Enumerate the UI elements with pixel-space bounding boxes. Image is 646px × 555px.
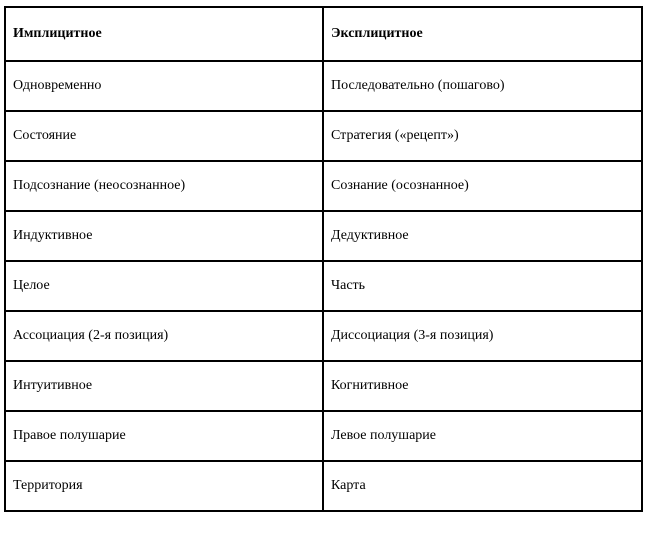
implicit-cell: Территория <box>5 461 323 511</box>
implicit-cell: Состояние <box>5 111 323 161</box>
implicit-cell: Правое полушарие <box>5 411 323 461</box>
implicit-cell: Подсознание (неосознанное) <box>5 161 323 211</box>
explicit-cell: Часть <box>323 261 642 311</box>
table-row <box>5 211 642 261</box>
table-row <box>5 461 642 511</box>
explicit-cell: Дедуктивное <box>323 211 642 261</box>
implicit-cell: Интуитивное <box>5 361 323 411</box>
explicit-cell: Левое полушарие <box>323 411 642 461</box>
table-row <box>5 361 642 411</box>
table-row <box>5 261 642 311</box>
explicit-cell: Диссоциация (3-я позиция) <box>323 311 642 361</box>
comparison-table <box>4 6 643 512</box>
implicit-cell: Ассоциация (2-я позиция) <box>5 311 323 361</box>
explicit-cell: Последовательно (пошагово) <box>323 61 642 111</box>
explicit-cell: Стратегия («рецепт») <box>323 111 642 161</box>
table-row <box>5 61 642 111</box>
explicit-cell: Когнитивное <box>323 361 642 411</box>
table-row <box>5 111 642 161</box>
header-explicit: Эксплицитное <box>323 7 642 61</box>
implicit-cell: Индуктивное <box>5 211 323 261</box>
implicit-cell: Целое <box>5 261 323 311</box>
explicit-cell: Карта <box>323 461 642 511</box>
explicit-cell: Сознание (осознанное) <box>323 161 642 211</box>
table-row <box>5 161 642 211</box>
header-implicit: Имплицитное <box>5 7 323 61</box>
table-row <box>5 311 642 361</box>
table-row <box>5 411 642 461</box>
table-header-row <box>5 7 642 61</box>
implicit-cell: Одновременно <box>5 61 323 111</box>
